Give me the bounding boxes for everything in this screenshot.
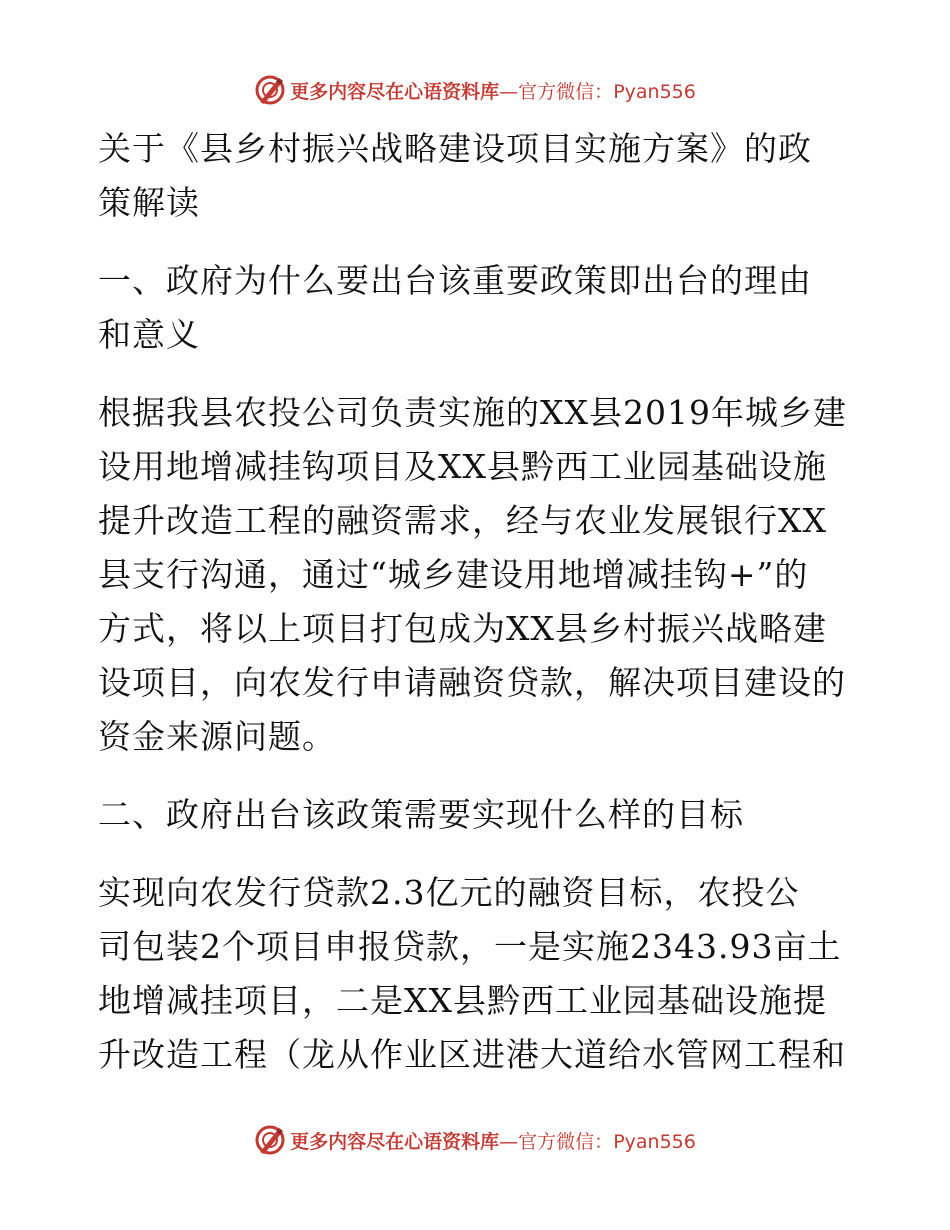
section2-body-line: 地增减挂项目，二是XX县黔西工业园基础设施提: [98, 981, 827, 1020]
section1-heading-line: 和意义: [98, 315, 200, 354]
section2-body-line: 升改造工程（龙从作业区进港大道给水管网工程和: [98, 1035, 846, 1074]
section1-body-line: 方式，将以上项目打包成为XX县乡村振兴战略建: [98, 609, 827, 648]
pen-logo-icon: [254, 74, 286, 106]
section2-heading-line: 二、政府出台该政策需要实现什么样的目标: [98, 795, 744, 834]
footer-watermark: [0, 1120, 950, 1160]
document-title-line: 策解读: [98, 183, 200, 222]
watermark-separator: —: [499, 1130, 519, 1153]
watermark-separator: —: [499, 80, 519, 103]
watermark-wechat-id: Pyan556: [613, 80, 696, 103]
watermark-wechat-label: 官方微信：: [518, 80, 614, 103]
section1-body-line: 资金来源问题。: [98, 717, 336, 756]
watermark-brand: 更多内容尽在心语资料库: [290, 1130, 500, 1153]
section2-body-line: 司包装2个项目申报贷款，一是实施2343.93亩土: [98, 927, 842, 966]
section1-body-line: 根据我县农投公司负责实施的XX县2019年城乡建: [98, 393, 847, 432]
watermark-text: [290, 1127, 696, 1154]
watermark-wechat-id: Pyan556: [613, 1130, 696, 1153]
section1-heading-line: 一、政府为什么要出台该重要政策即出台的理由: [98, 261, 812, 300]
header-watermark: [0, 70, 950, 110]
pen-logo-icon: [254, 1124, 286, 1156]
watermark-text: [290, 77, 696, 104]
document-title-line: 关于《县乡村振兴战略建设项目实施方案》的政: [98, 129, 812, 168]
watermark-brand: 更多内容尽在心语资料库: [290, 80, 500, 103]
section1-body-line: 设用地增减挂钩项目及XX县黔西工业园基础设施: [98, 447, 827, 486]
watermark-wechat-label: 官方微信：: [518, 1130, 614, 1153]
section1-body-line: 设项目，向农发行申请融资贷款，解决项目建设的: [98, 663, 846, 702]
section1-body-line: 提升改造工程的融资需求，经与农业发展银行XX: [98, 501, 827, 540]
document-body: [98, 122, 858, 1082]
section2-body-line: 实现向农发行贷款2.3亿元的融资目标，农投公: [98, 873, 800, 912]
section1-body-line: 县支行沟通，通过“城乡建设用地增减挂钩+”的: [98, 555, 809, 594]
